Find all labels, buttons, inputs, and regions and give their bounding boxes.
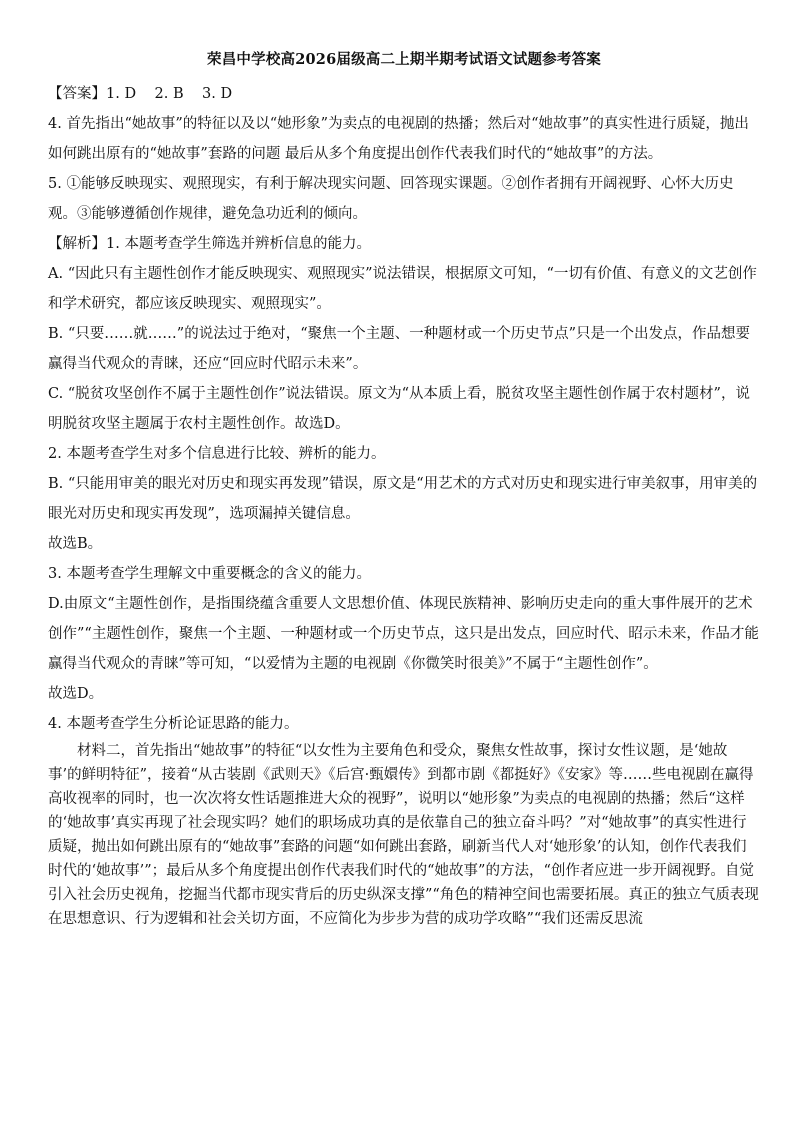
analysis-q1-option-c: C. “脱贫攻坚创作不属于主题性创作”说法错误。原文为“从本质上看，脱贫攻坚主题性创作属于农村题材”，说明脱贫攻坚主题属于农村主题性创作。故选D。 bbox=[48, 386, 750, 432]
q5-answer: 5. ①能够反映现实、观照现实，有利于解决现实问题、回答现实课题。②创作者拥有开阔视野、心怀大历史观。③能够遵循创作规律，避免急功近利的倾向。 bbox=[48, 176, 734, 222]
analysis-q1-option-a: A. “因此只有主题性创作才能反映现实、观照现实”说法错误，根据原文可知，“一切有价值、有意义的文艺创作和学术研究，都应该反映现实、观照现实”。 bbox=[48, 266, 757, 312]
analysis-q2-heading: 2. 本题考查学生对多个信息进行比较、辨析的能力。 bbox=[48, 446, 386, 462]
analysis-q3-heading: 3. 本题考查学生理解文中重要概念的含义的能力。 bbox=[48, 566, 371, 582]
analysis-q1-option-b: B. “只要……就……”的说法过于绝对，“聚焦一个主题、一种题材或一个历史节点”只是一个出发点，作品想要赢得当代观众的青睐，还应“回应时代昭示未来”。 bbox=[48, 326, 751, 372]
analysis-q3-option-d: D.由原文“主题性创作，是指围绕蕴含重要人文思想价值、体现民族精神、影响历史走向的重大事件展开的艺术创作”“主题性创作，聚焦一个主题、一种题材或一个历史节点，这只是出发点，回应时代、昭示未来，作品才能赢得当代观众的青睐”等可知，“以爱情为主题的电视剧《你微笑时很美》”不属于“主题性创作”。 bbox=[48, 596, 759, 672]
analysis-q4-heading: 4. 本题考查学生分析论证思路的能力。 bbox=[48, 716, 299, 732]
answer-document bbox=[48, 48, 760, 931]
answer-key-line: 【答案】1. D 2. B 3. D bbox=[48, 86, 233, 102]
analysis-q3-choice: 故选D。 bbox=[48, 686, 104, 702]
q4-answer: 4. 首先指出“她故事”的特征以及以“她形象”为卖点的电视剧的热播；然后对“她故事”的真实性进行质疑，抛出如何跳出原有的“她故事”套路的问题 最后从多个角度提出创作代表我们时代的“她故事”的方法。 bbox=[48, 116, 749, 162]
analysis-q1-heading: 【解析】1. 本题考查学生筛选并辨析信息的能力。 bbox=[48, 236, 371, 252]
analysis-q4-material: 材料二，首先指出“她故事”的特征“以女性为主要角色和受众，聚焦女性故事，探讨女性议题，是‘她故事’的鲜明特征”，接着“从古装剧《武则天》《后宫·甄嬛传》到都市剧《都挺好》《安家》等……些电视剧在赢得高收视率的同时，也一次次将女性话题推进大众的视野”，说明以“她形象”为卖点的电视剧的热播；然后“这样的‘她故事’真实再现了社会现实吗？她们的职场成功真的是依靠自己的独立奋斗吗？”对“她故事”的真实性进行质疑，抛出如何跳出原有的“她故事”套路的问题“如何跳出套路，刷新当代人对‘她形象’的认知，创作代表我们时代的‘她故事’”；最后从多个角度提出创作代表我们时代的“她故事”的方法，“创作者应进一步开阔视野。自觉引入社会历史视角，挖掘当代都市现实背后的历史纵深支撑”“角色的精神空间也需要拓展。真正的独立气质表现在思想意识、行为逻辑和社会关切方面，不应简化为步步为营的成功学攻略”“我们还需反思流 bbox=[48, 743, 759, 927]
analysis-q2-choice: 故选B。 bbox=[48, 536, 103, 552]
analysis-q2-option-b: B. “只能用审美的眼光对历史和现实再发现”错误，原文是“用艺术的方式对历史和现实进行审美叙事，用审美的眼光对历史和现实再发现”，选项漏掉关键信息。 bbox=[48, 476, 758, 522]
document-title: 荣昌中学校高2026届级高二上期半期考试语文试题参考答案 bbox=[207, 51, 601, 68]
